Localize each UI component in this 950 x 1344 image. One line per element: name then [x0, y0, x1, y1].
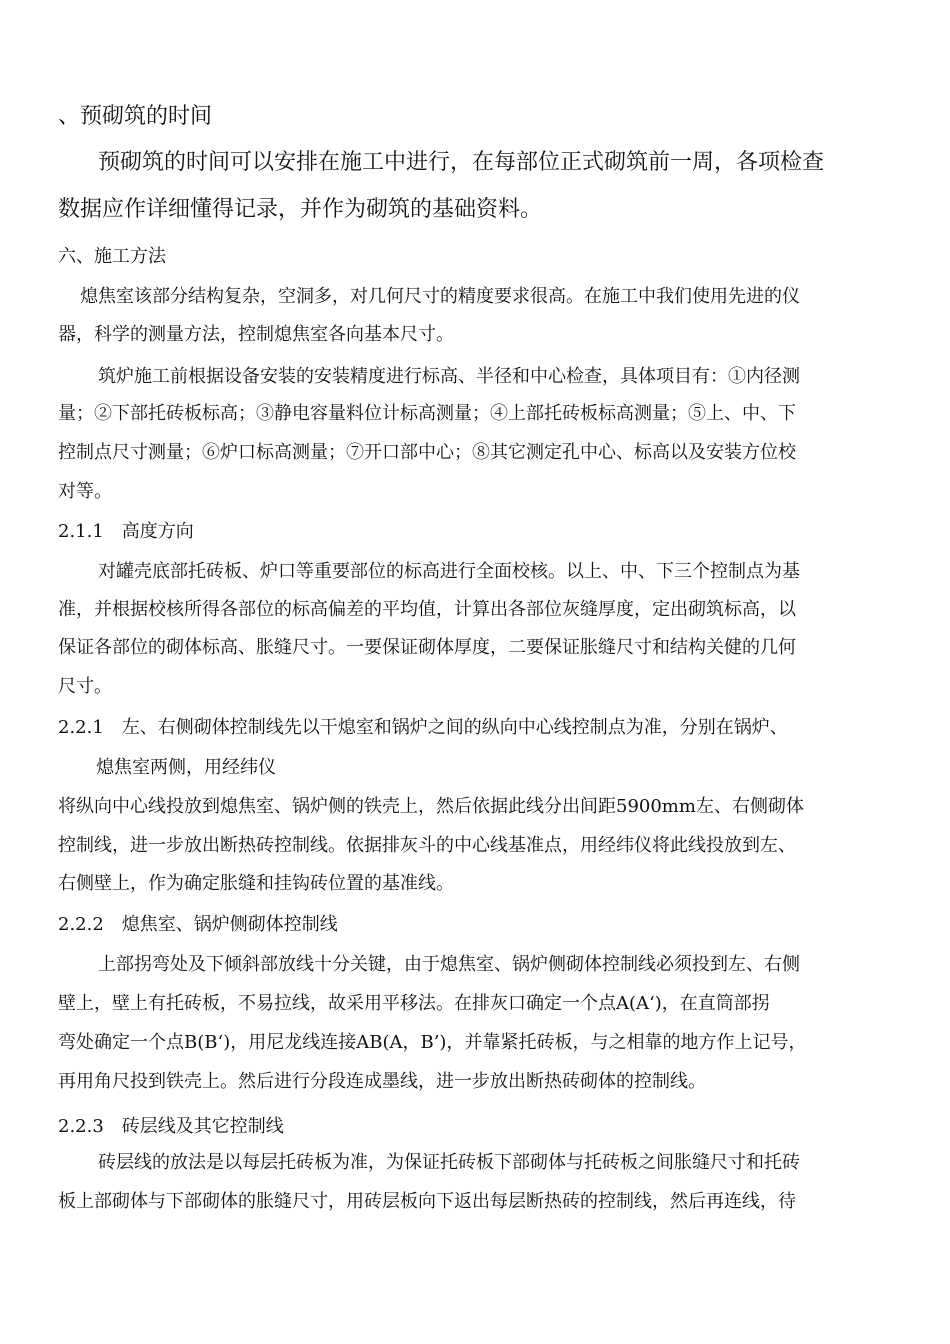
para-221-line-3: 右侧壁上，作为确定胀缝和挂钩砖位置的基准线。 — [58, 873, 454, 894]
para-211-line-2: 准，并根据校核所得各部位的标高偏差的平均值，计算出各部位灰缝厚度，定出砌筑标高，以 — [58, 599, 796, 620]
sec-221-continuation: 熄焦室两侧，用经纬仪 — [96, 757, 276, 778]
para-211-line-1: 对罐壳底部托砖板、炉口等重要部位的标高进行全面校核。以上、中、下三个控制点为基 — [98, 561, 800, 582]
heading-prep-time: 、预砌筑的时间 — [58, 104, 213, 129]
para-222-line-4: 再用角尺投到铁壳上。然后进行分段连成墨线，进一步放出断热砖砌体的控制线。 — [58, 1071, 706, 1092]
sec-223-title: 2.2.3 砖层线及其它控制线 — [58, 1116, 284, 1137]
sec-221-title: 2.2.1 左、右侧砌体控制线先以干熄室和锅炉之间的纵向中心线控制点为准，分别在锅炉、 — [58, 717, 788, 738]
section-six-title: 六、施工方法 — [58, 246, 166, 267]
sec-211-title: 2.1.1 高度方向 — [58, 521, 194, 542]
para-211-line-4: 尺寸。 — [58, 676, 112, 697]
intro-line-1: 熄焦室该部分结构复杂，空洞多，对几何尺寸的精度要求很高。在施工中我们使用先进的仪 — [80, 286, 800, 307]
para-221-line-2: 控制线，进一步放出断热砖控制线。依据排灰斗的中心线基准点，用经纬仪将此线投放到左、 — [58, 835, 796, 856]
para-222-line-1: 上部拐弯处及下倾斜部放线十分关键，由于熄焦室、锅炉侧砌体控制线必须投到左、右侧 — [98, 954, 800, 975]
para-223-line-2: 板上部砌体与下部砌体的胀缝尺寸，用砖层板向下返出每层断热砖的控制线，然后再连线，待 — [58, 1191, 796, 1212]
para-211-line-3: 保证各部位的砌体标高、胀缝尺寸。一要保证砌体厚度，二要保证胀缝尺寸和结构关健的几何 — [58, 637, 796, 658]
para-222-line-2: 壁上，壁上有托砖板，不易拉线，故采用平移法。在排灰口确定一个点A(A‘)，在直筒部拐 — [58, 993, 770, 1014]
prep-time-line-1: 预砌筑的时间可以安排在施工中进行，在每部位正式砌筑前一周，各项检查 — [98, 150, 825, 175]
sec-222-title: 2.2.2 熄焦室、锅炉侧砌体控制线 — [58, 914, 338, 935]
para-221-line-1: 将纵向中心线投放到熄焦室、锅炉侧的铁壳上，然后依据此线分出间距5900mm左、右侧砌体 — [58, 796, 804, 817]
intro-line-2: 器，科学的测量方法，控制熄焦室各向基本尺寸。 — [58, 324, 454, 345]
items-line-3: 控制点尺寸测量；⑥炉口标高测量；⑦开口部中心；⑧其它测定孔中心、标高以及安装方位校 — [58, 442, 796, 463]
prep-time-line-2: 数据应作详细懂得记录，并作为砌筑的基础资料。 — [58, 197, 543, 222]
para-223-line-1: 砖层线的放法是以每层托砖板为准，为保证托砖板下部砌体与托砖板之间胀缝尺寸和托砖 — [98, 1152, 800, 1173]
para-222-line-3: 弯处确定一个点B(B‘)，用尼龙线连接AB(A，B’)，并靠紧托砖板，与之相靠的地方作上记号， — [58, 1032, 807, 1053]
items-line-1: 筑炉施工前根据设备安装的安装精度进行标高、半径和中心检查，具体项目有：①内径测 — [98, 366, 800, 387]
items-line-4: 对等。 — [58, 481, 112, 502]
items-line-2: 量；②下部托砖板标高；③静电容量料位计标高测量；④上部托砖板标高测量；⑤上、中、下 — [58, 403, 796, 424]
